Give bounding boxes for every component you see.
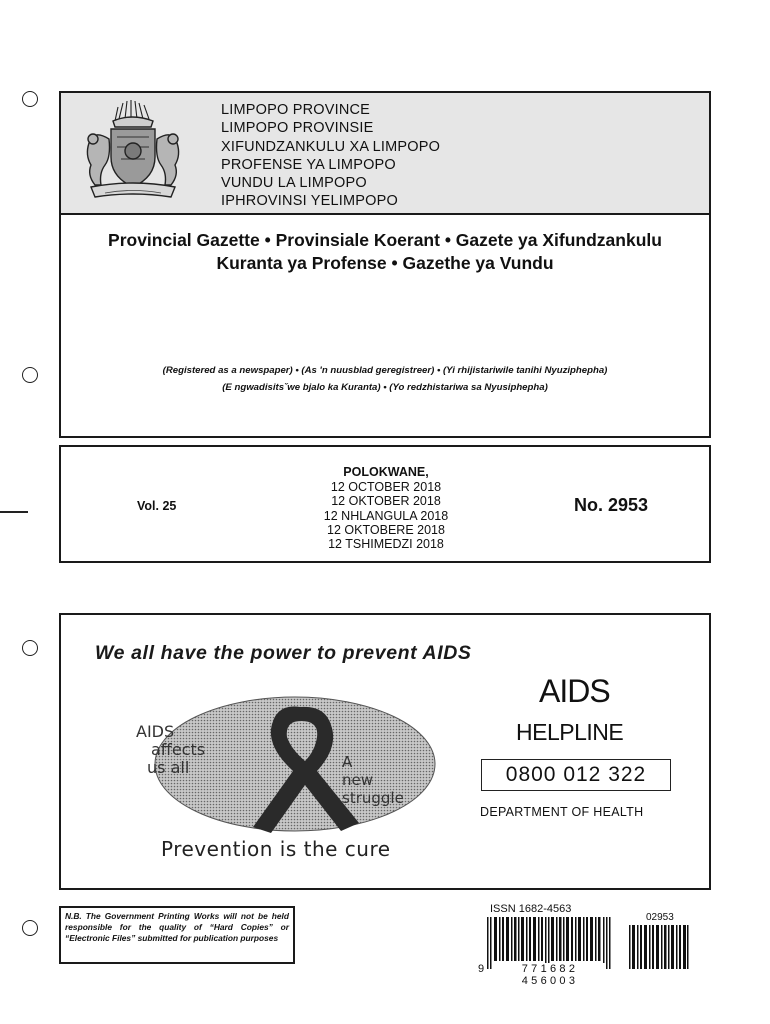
issue-number: No. 2953 (574, 495, 649, 515)
issue-date: 12 OKTOBER 2018 (331, 494, 441, 509)
gazette-title-line: Provincial Gazette • Provinsiale Koerant • Gazete ya Xifundzankulu (108, 230, 662, 250)
province-names-list (221, 101, 440, 211)
gazette-title (61, 229, 709, 275)
registration-line: (E ngwadisitsˇwe bjalo ka Kuranta) • (Yo redzhistariwa sa Nyusiphepha) (222, 381, 548, 393)
registration-line: (Registered as a newspaper) • (As 'n nuusblad geregistreer) • (Yi rhijistariwile tanihi Nyuziphepha) (162, 365, 608, 376)
issn-number: ISSN 1682-4563 (490, 903, 572, 915)
issue-date: 12 TSHIMEDZI 2018 (328, 537, 444, 552)
printing-disclaimer: N.B. The Government Printing Works will not be held responsible for the quality of “Hard Copies” or “Electronic Files” submitted for publication purposes (59, 906, 295, 964)
issue-date: 12 NHLANGULA 2018 (323, 508, 449, 523)
volume-number: Vol. 25 (137, 499, 177, 513)
issue-city: POLOKWANE, (343, 465, 429, 479)
issue-date: 12 OCTOBER 2018 (330, 480, 442, 494)
binder-hole (22, 920, 38, 936)
registration-note (61, 363, 709, 396)
ribbon-text-line: us all (147, 758, 190, 777)
province-name: XIFUNDZANKULU XA LIMPOPO (221, 138, 441, 155)
gazette-masthead (59, 91, 711, 438)
coat-of-arms-icon (71, 99, 201, 205)
struggle-text-line: new (342, 771, 374, 789)
struggle-text-line: A (342, 753, 353, 771)
issn-barcode-icon (487, 917, 611, 969)
ribbon-text-line: affects (151, 740, 206, 759)
province-name: VUNDU LA LIMPOPO (221, 175, 367, 192)
addon-barcode-icon (629, 925, 689, 969)
province-name: LIMPOPO PROVINSIE (221, 120, 374, 137)
helpline-phone-number: 0800 012 322 (481, 759, 671, 791)
advert-slogan: We all have the power to prevent AIDS (95, 642, 472, 664)
binder-hole (22, 367, 38, 383)
helpline-label: HELPLINE (516, 719, 624, 745)
masthead-header (61, 93, 709, 215)
issue-dates (281, 480, 491, 551)
helpline-heading: AIDS (539, 673, 610, 709)
issue-info (59, 445, 711, 563)
barcode-first-digit: 9 (478, 963, 485, 975)
binder-hole (22, 640, 38, 656)
binder-hole (22, 91, 38, 107)
ribbon-text-line: AIDS (136, 722, 175, 741)
fold-mark (0, 511, 28, 513)
aids-helpline-advert (59, 613, 711, 890)
issue-date: 12 OKTOBERE 2018 (327, 522, 445, 537)
barcode-digits: 771682 456003 (494, 963, 606, 987)
province-name: IPHROVINSI YELIMPOPO (221, 193, 398, 210)
barcode-addon-number: 02953 (646, 912, 674, 923)
province-name: PROFENSE YA LIMPOPO (221, 156, 396, 173)
province-name: LIMPOPO PROVINCE (221, 102, 371, 118)
advert-tagline: Prevention is the cure (161, 837, 391, 861)
issue-place-date (281, 465, 491, 551)
struggle-text-line: struggle (342, 789, 404, 807)
gazette-title-line: Kuranta ya Profense • Gazethe ya Vundu (216, 253, 554, 273)
department-name: DEPARTMENT OF HEALTH (480, 805, 644, 819)
